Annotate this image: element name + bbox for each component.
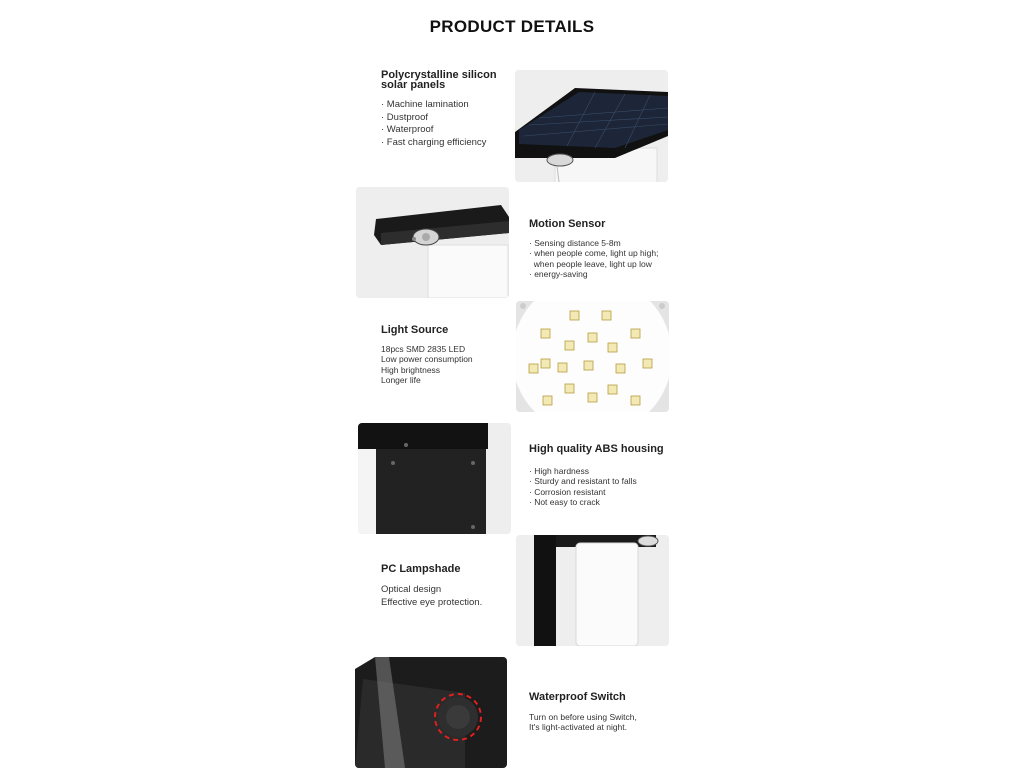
light-features-list bbox=[381, 344, 506, 386]
list-item: · Sensing distance 5-8m bbox=[529, 238, 621, 248]
list-item: · Machine lamination bbox=[381, 99, 469, 110]
list-item: Optical design bbox=[381, 584, 442, 595]
list-item: when people leave, light up low bbox=[529, 258, 652, 269]
light-heading: Light Source bbox=[381, 324, 449, 336]
list-item: Longer life bbox=[381, 375, 421, 386]
motion-heading: Motion Sensor bbox=[529, 218, 606, 230]
lampshade-text-block bbox=[381, 564, 506, 609]
lampshade-features-list bbox=[381, 584, 506, 609]
list-item: · Corrosion resistant bbox=[529, 486, 606, 497]
solar-heading: Polycrystalline silicon solar panels bbox=[381, 69, 497, 91]
lampshade-heading: PC Lampshade bbox=[381, 563, 461, 575]
list-item: · Sturdy and resistant to falls bbox=[529, 476, 637, 487]
abs-housing-photo-icon bbox=[358, 423, 511, 534]
list-item: 18pcs SMD 2835 LED bbox=[381, 344, 466, 354]
motion-features-list bbox=[529, 238, 669, 280]
housing-heading: High quality ABS housing bbox=[529, 443, 664, 455]
switch-text-block bbox=[529, 692, 669, 733]
list-item: High brightness bbox=[381, 364, 441, 375]
list-item: · Dustproof bbox=[381, 111, 428, 123]
page-title: PRODUCT DETAILS bbox=[429, 17, 595, 36]
solar-text-block bbox=[381, 70, 506, 149]
switch-photo-icon bbox=[355, 657, 507, 768]
list-item: Effective eye protection. bbox=[381, 596, 483, 608]
list-item: · High hardness bbox=[529, 466, 590, 476]
led-board-photo-icon bbox=[516, 301, 669, 412]
solar-features-list bbox=[381, 99, 506, 149]
list-item: · when people come, light up high; bbox=[529, 248, 659, 259]
housing-features-list bbox=[529, 466, 669, 508]
list-item: · Not easy to crack bbox=[529, 497, 600, 508]
switch-features-list bbox=[529, 712, 669, 733]
list-item: · Fast charging efficiency bbox=[381, 136, 487, 148]
list-item: It's light-activated at night. bbox=[529, 722, 628, 733]
motion-text-block bbox=[529, 219, 669, 280]
list-item: · Waterproof bbox=[381, 124, 434, 136]
list-item: Turn on before using Switch, bbox=[529, 712, 637, 722]
list-item: · energy-saving bbox=[529, 269, 588, 280]
list-item: Low power consumption bbox=[381, 354, 473, 365]
solar-panel-photo-icon bbox=[515, 70, 668, 182]
switch-heading: Waterproof Switch bbox=[529, 691, 626, 703]
light-text-block bbox=[381, 325, 506, 386]
lampshade-photo-icon bbox=[516, 535, 669, 646]
housing-text-block bbox=[529, 444, 669, 508]
motion-sensor-photo-icon bbox=[356, 187, 509, 298]
